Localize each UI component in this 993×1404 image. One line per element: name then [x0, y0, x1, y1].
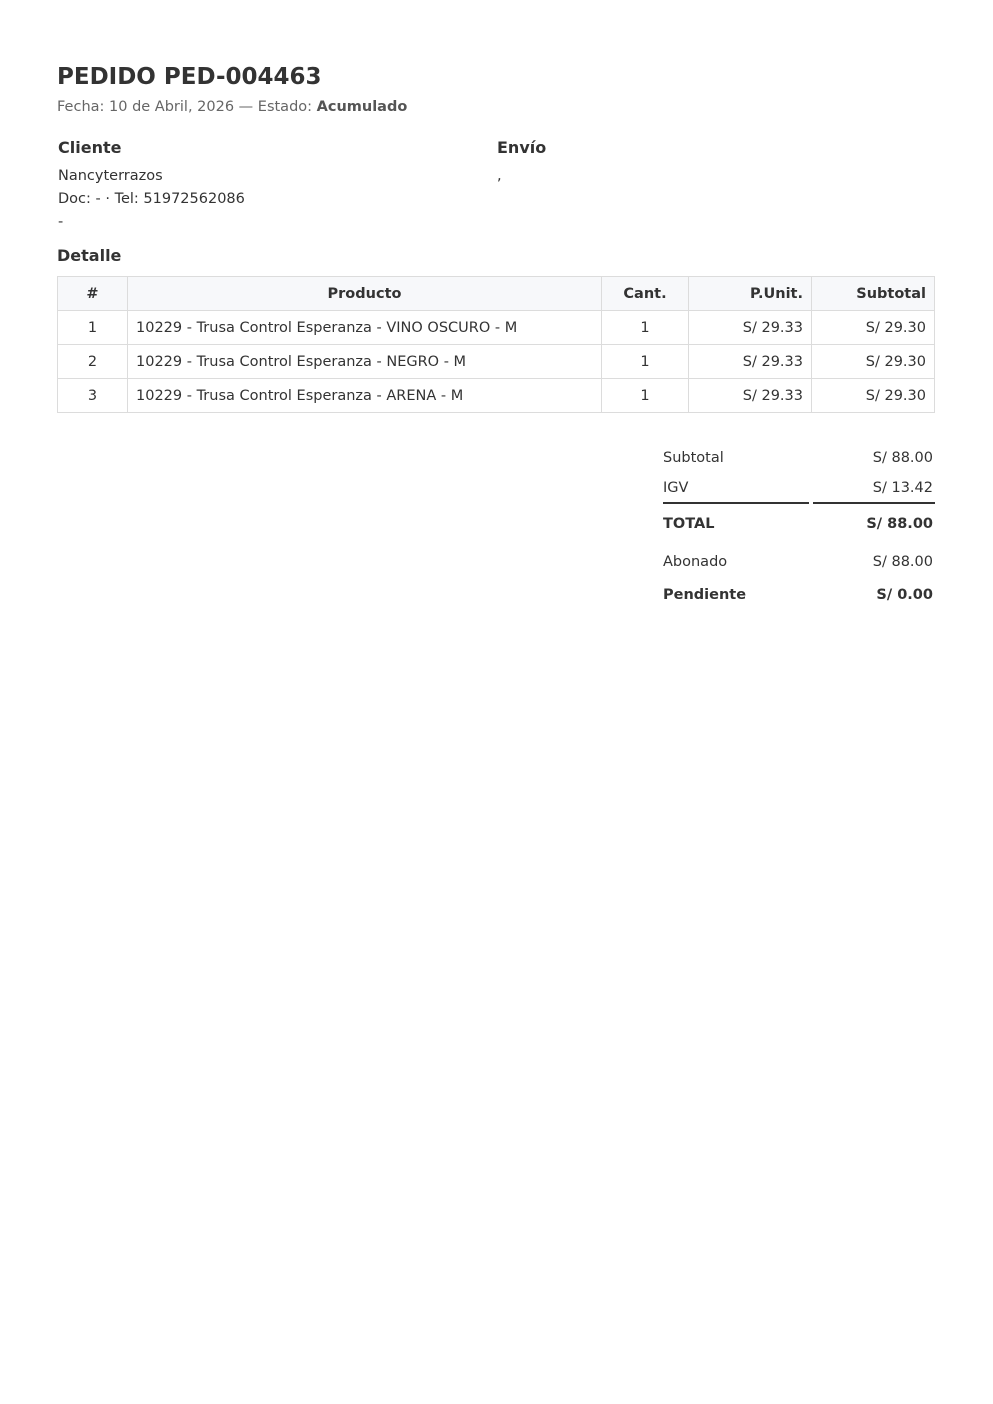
row-product: 10229 - Trusa Control Esperanza - VINO OSCURO - M — [128, 311, 602, 345]
order-document — [57, 60, 935, 603]
subtotal-label: Subtotal — [663, 450, 724, 466]
igv-row — [663, 478, 933, 504]
col-product-header: Producto — [128, 277, 602, 311]
page-title: PEDIDO PED-004463 — [57, 64, 322, 90]
row-qty: 1 — [602, 379, 689, 413]
cliente-doc-tel: Doc: - · Tel: 51972562086 — [58, 191, 245, 207]
totals-summary — [663, 448, 933, 605]
pendiente-row — [663, 585, 933, 605]
row-subtotal: S/ 29.30 — [812, 311, 935, 345]
row-qty: 1 — [602, 311, 689, 345]
table-row — [58, 311, 935, 345]
col-qty-header: Cant. — [602, 277, 689, 311]
col-num-header: # — [58, 277, 128, 311]
col-subtotal-header: Subtotal — [812, 277, 935, 311]
order-date: Fecha: 10 de Abril, 2026 — Estado: — [57, 99, 317, 115]
row-unit-price: S/ 29.33 — [689, 345, 812, 379]
envio-block — [497, 137, 546, 188]
row-subtotal: S/ 29.30 — [812, 379, 935, 413]
col-unit-header: P.Unit. — [689, 277, 812, 311]
table-row — [58, 345, 935, 379]
parties-section — [57, 137, 935, 245]
items-table — [57, 276, 935, 413]
abonado-value: S/ 88.00 — [872, 554, 933, 570]
pendiente-value: S/ 0.00 — [876, 587, 933, 603]
subtotal-value: S/ 88.00 — [872, 450, 933, 466]
total-row — [663, 514, 933, 534]
row-product: 10229 - Trusa Control Esperanza - NEGRO - M — [128, 345, 602, 379]
status-badge: Acumulado — [316, 99, 408, 115]
cliente-name: Nancyterrazos — [58, 168, 163, 184]
subtotal-row — [663, 448, 933, 468]
igv-label: IGV — [663, 480, 689, 496]
cliente-block — [58, 137, 245, 234]
envio-line: , — [497, 168, 502, 184]
detalle-heading: Detalle — [57, 246, 122, 265]
abonado-label: Abonado — [663, 554, 728, 570]
row-qty: 1 — [602, 345, 689, 379]
total-label: TOTAL — [663, 516, 715, 532]
row-subtotal: S/ 29.30 — [812, 345, 935, 379]
row-num: 2 — [58, 345, 128, 379]
cliente-extra: - — [58, 214, 64, 230]
envio-heading: Envío — [497, 138, 547, 157]
row-unit-price: S/ 29.33 — [689, 379, 812, 413]
total-value: S/ 88.00 — [866, 516, 933, 532]
abonado-row — [663, 552, 933, 572]
cliente-heading: Cliente — [58, 138, 122, 157]
igv-value: S/ 13.42 — [872, 480, 933, 496]
pendiente-label: Pendiente — [663, 587, 747, 603]
row-num: 3 — [58, 379, 128, 413]
order-meta — [57, 97, 935, 117]
row-num: 1 — [58, 311, 128, 345]
row-product: 10229 - Trusa Control Esperanza - ARENA - M — [128, 379, 602, 413]
table-header-row — [58, 277, 935, 311]
table-row — [58, 379, 935, 413]
row-unit-price: S/ 29.33 — [689, 311, 812, 345]
